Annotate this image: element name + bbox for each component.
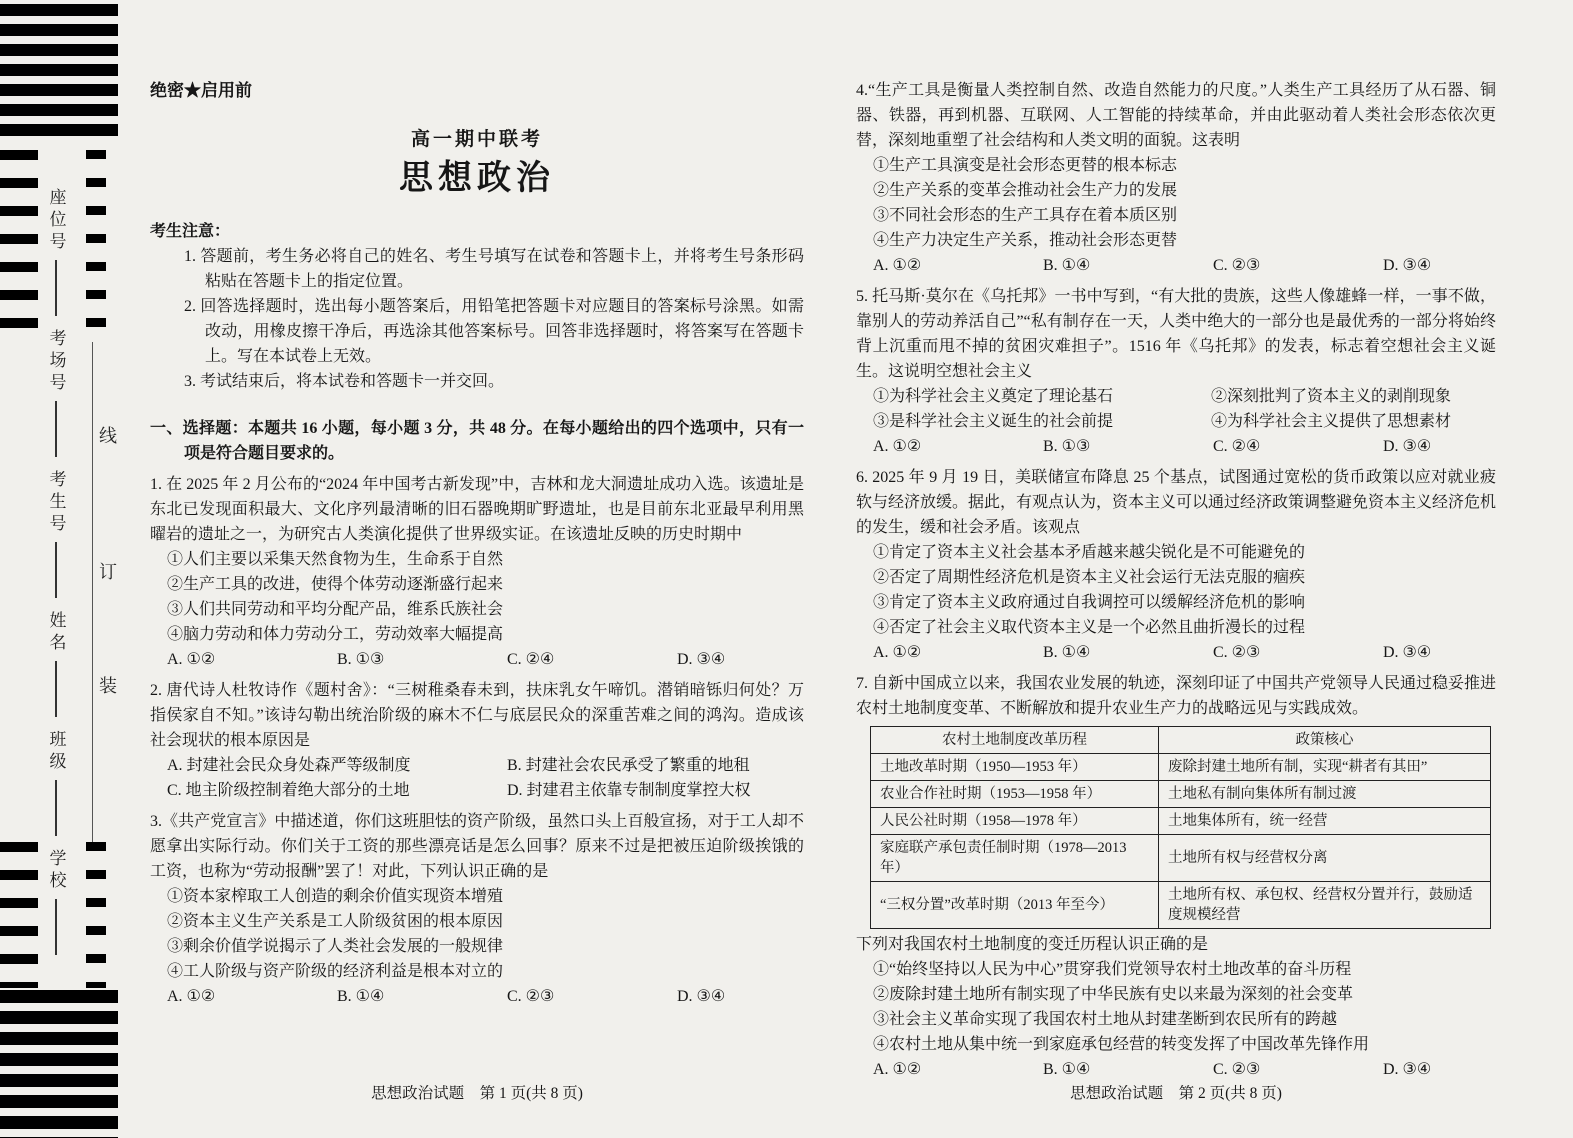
- question-stem: 3.《共产党宣言》中描述道，你们这班胆怯的资产阶级，虽然口头上百般宣扬，对于工人却不愿拿出实际行动。你们关于工资的那些漂亮话是怎么回事？原来不过是把被压迫阶级挨饿的工资，也称为“劳动报酬”罢了！对此，下列认识正确的是: [150, 813, 804, 880]
- choice-c: C. ②④: [1213, 438, 1261, 455]
- land-reform-table: [870, 726, 1491, 929]
- answer-choices: [856, 253, 1496, 278]
- choice-a: A. ①②: [167, 651, 216, 668]
- table-header-row: [871, 727, 1491, 754]
- option-statement-1: ①资本家榨取工人创造的剩余价值实现资本增殖: [167, 888, 504, 905]
- option-statement-3: ③社会主义革命实现了我国农村土地从封建垄断到农民所有的跨越: [873, 1011, 1338, 1028]
- option-statement-3: ③肯定了资本主义政府通过自我调控可以缓解经济危机的影响: [873, 594, 1306, 611]
- table-cell-period: 土地改革时期（1950—1953 年）: [871, 754, 1159, 781]
- choice-d: D. 封建君主依靠专制制度掌控大权: [507, 782, 751, 799]
- table-row: [871, 808, 1491, 835]
- choice-a: A. ①②: [873, 257, 922, 274]
- option-statement-1: ①肯定了资本主义社会基本矛盾越来越尖锐化是不可能避免的: [873, 544, 1306, 561]
- answer-choices: [150, 753, 804, 803]
- blank-line: [55, 401, 57, 457]
- seal-char-zhuang: 装: [99, 676, 117, 696]
- exam-room-label: 考场号: [46, 329, 66, 395]
- answer-choices: [856, 640, 1496, 665]
- option-statement-1: ①人们主要以采集天然食物为生，生命系于自然: [167, 551, 504, 568]
- option-statement-4: ④为科学社会主义提供了思想素材: [1211, 413, 1452, 430]
- notice-item-2: 2. 回答选择题时，选出每小题答案后，用铅笔把答题卡对应题目的答案标号涂黑。如需改动，用橡皮擦干净后，再选涂其他答案标号。回答非选择题时，将答案写在答题卡上。写在本试卷上无效。: [184, 298, 804, 365]
- table-header-cell: 农村土地制度改革历程: [871, 727, 1159, 754]
- answer-choices: [150, 647, 804, 672]
- class-label: 班级: [46, 730, 66, 774]
- table-cell-policy: 废除封建土地所有制，实现“耕者有其田”: [1159, 754, 1491, 781]
- option-statement-2: ②否定了周期性经济危机是资本主义社会运行无法克服的痼疾: [873, 569, 1306, 586]
- notice-heading: 考生注意：: [150, 223, 231, 240]
- exam-room-field: [44, 329, 69, 457]
- registration-ticks-lower: [86, 842, 106, 988]
- table-row: [871, 835, 1491, 882]
- table-cell-policy: 土地集体所有，统一经营: [1159, 808, 1491, 835]
- choice-c: C. ②③: [1213, 257, 1261, 274]
- notice-item-1: 1. 答题前，考生务必将自己的姓名、考生号填写在试卷和答题卡上，并将考生号条形码粘贴在答题卡上的指定位置。: [184, 248, 804, 290]
- choice-a: A. ①②: [873, 438, 922, 455]
- question-6: [856, 465, 1496, 665]
- question-stem: 7. 自新中国成立以来，我国农业发展的轨迹，深刻印证了中国共产党领导人民通过稳妥推进农村土地制度变革、不断解放和提升农业生产力的战略远见与实践成效。: [856, 675, 1497, 717]
- table-cell-period: 家庭联产承包责任制时期（1978—2013 年）: [871, 835, 1159, 882]
- choice-d: D. ③④: [1383, 644, 1432, 661]
- binding-info-labels: [42, 188, 70, 955]
- option-statement-2: ②生产关系的变革会推动社会生产力的发展: [873, 182, 1178, 199]
- option-statement-4: ④生产力决定生产关系，推动社会形态更替: [873, 232, 1178, 249]
- blank-line: [55, 542, 57, 598]
- section-1-heading: 一、选择题：本题共 16 小题，每小题 3 分，共 48 分。在每小题给出的四个选项中，只有一项是符合题目要求的。: [150, 420, 804, 462]
- option-statement-3: ③不同社会形态的生产工具存在着本质区别: [873, 207, 1178, 224]
- page-1: [150, 78, 804, 1124]
- table-row: [871, 882, 1491, 929]
- option-statement-4: ④脑力劳动和体力劳动分工，劳动效率大幅提高: [167, 626, 504, 643]
- candidate-number-label: 考生号: [46, 470, 66, 536]
- school-field: [44, 849, 69, 955]
- name-label: 姓名: [46, 611, 66, 655]
- blank-line: [55, 260, 57, 316]
- option-statement-2: ②深刻批判了资本主义的剥削现象: [1211, 388, 1452, 405]
- question-stem: 6. 2025 年 9 月 19 日，美联储宣布降息 25 个基点，试图通过宽松的货币政策以应对就业疲软与经济放缓。据此，有观点认为，资本主义可以通过经济政策调整避免资本主义经济危机的发生，缓和社会矛盾。该观点: [856, 469, 1497, 536]
- choice-a: A. ①②: [873, 1061, 922, 1078]
- seal-fold-line: [92, 342, 93, 842]
- choice-d: D. ③④: [677, 988, 726, 1005]
- choice-d: D. ③④: [677, 651, 726, 668]
- answer-choices: [150, 984, 804, 1009]
- registration-marks-side-lower: [0, 842, 38, 988]
- seal-char-xian: 线: [99, 426, 117, 446]
- choice-a: A. 封建社会民众身处森严等级制度: [167, 757, 411, 774]
- table-cell-policy: 土地所有权、承包权、经营权分置并行，鼓励适度规模经营: [1159, 882, 1491, 929]
- option-statement-3: ③人们共同劳动和平均分配产品，维系氏族社会: [167, 601, 504, 618]
- notice-item-3: 3. 考试结束后，将本试卷和答题卡一并交回。: [184, 373, 505, 390]
- choice-c: C. ②③: [507, 988, 555, 1005]
- option-statement-2: ②资本主义生产关系是工人阶级贫困的根本原因: [167, 913, 504, 930]
- option-statement-4: ④农村土地从集中统一到家庭承包经营的转变发挥了中国改革先锋作用: [873, 1036, 1370, 1053]
- registration-marks-side-upper: [0, 150, 38, 336]
- question-7: [856, 671, 1496, 1082]
- seal-char-ding: 订: [99, 562, 117, 582]
- registration-marks-bottom: [0, 990, 118, 1138]
- school-label: 学校: [46, 849, 66, 893]
- question-5: [856, 284, 1496, 459]
- classified-banner: 绝密★启用前: [150, 81, 252, 100]
- question-stem: 1. 在 2025 年 2 月公布的“2024 年中国考古新发现”中，吉林和龙大洞遗址成功入选。该遗址是东北已发现面积最大、文化序列最清晰的旧石器晚期旷野遗址，也是目前东北亚最早利用黑曜岩的遗址之一，为研究古人类演化提供了世界级实证。在该遗址反映的历史时期中: [150, 476, 804, 543]
- question-prompt: 下列对我国农村土地制度的变迁历程认识正确的是: [856, 936, 1209, 953]
- choice-c: C. ②③: [1213, 1061, 1261, 1078]
- page-2: [856, 78, 1496, 1124]
- table-cell-period: 农业合作社时期（1953—1958 年）: [871, 781, 1159, 808]
- registration-ticks-upper: [86, 150, 106, 336]
- seat-number-field: [44, 188, 69, 316]
- question-stem: 5. 托马斯·莫尔在《乌托邦》一书中写到，“有大批的贵族，这些人像雄蜂一样，一事不做，靠别人的劳动养活自己”“私有制存在一天，人类中绝大的一部分也是最优秀的一部分将始终背上沉重而甩不掉的贫困灾难担子”。1516 年《乌托邦》的发表，标志着空想社会主义诞生。这说明空想社会主义: [856, 288, 1496, 380]
- exam-session-title: 高一期中联考: [410, 129, 543, 150]
- answer-choices: [856, 1057, 1496, 1082]
- page-footer-1: 思想政治试题 第 1 页(共 8 页): [371, 1085, 583, 1102]
- choice-c: C. ②③: [1213, 644, 1261, 661]
- choice-d: D. ③④: [1383, 438, 1432, 455]
- table-row: [871, 754, 1491, 781]
- table-cell-period: 人民公社时期（1958—1978 年）: [871, 808, 1159, 835]
- choice-a: A. ①②: [873, 644, 922, 661]
- choice-c: C. 地主阶级控制着绝大部分的土地: [167, 782, 410, 799]
- choice-d: D. ③④: [1383, 1061, 1432, 1078]
- option-statement-4: ④否定了社会主义取代资本主义是一个必然且曲折漫长的过程: [873, 619, 1306, 636]
- option-statement-1: ①为科学社会主义奠定了理论基石: [873, 388, 1114, 405]
- blank-line: [55, 661, 57, 717]
- name-field: [44, 611, 69, 717]
- blank-line: [55, 899, 57, 955]
- page-footer-2: 思想政治试题 第 2 页(共 8 页): [1070, 1085, 1282, 1102]
- choice-b: B. ①④: [1043, 257, 1091, 274]
- answer-choices: [856, 434, 1496, 459]
- option-statement-3: ③是科学社会主义诞生的社会前提: [873, 413, 1114, 430]
- choice-b: B. ①③: [337, 651, 385, 668]
- choice-b: B. 封建社会农民承受了繁重的地租: [507, 757, 750, 774]
- question-2: [150, 678, 804, 803]
- option-statement-4: ④工人阶级与资产阶级的经济利益是根本对立的: [167, 963, 504, 980]
- choice-b: B. ①④: [1043, 644, 1091, 661]
- option-statement-3: ③剩余价值学说揭示了人类社会发展的一般规律: [167, 938, 504, 955]
- choice-d: D. ③④: [1383, 257, 1432, 274]
- choice-b: B. ①④: [337, 988, 385, 1005]
- registration-marks-top: [0, 4, 118, 142]
- option-statement-1: ①生产工具演变是社会形态更替的根本标志: [873, 157, 1178, 174]
- choice-b: B. ①③: [1043, 438, 1091, 455]
- option-statement-1: ①“始终坚持以人民为中心”贯穿我们党领导农村土地改革的奋斗历程: [873, 961, 1352, 978]
- table-header-cell: 政策核心: [1159, 727, 1491, 754]
- table-cell-policy: 土地所有权与经营权分离: [1159, 835, 1491, 882]
- question-stem: 4.“生产工具是衡量人类控制自然、改造自然能力的尺度。”人类生产工具经历了从石器、铜器、铁器，再到机器、互联网、人工智能的持续革命，并由此驱动着人类社会形态依次更替，深刻地重塑了社会结构和人类文明的面貌。这表明: [856, 82, 1496, 149]
- question-stem: 2. 唐代诗人杜牧诗作《题村舍》：“三树稚桑春未到，扶床乳女午啼饥。潜销暗铄归何处？万指侯家自不知。”该诗勾勒出统治阶级的麻木不仁与底层民众的深重苦难之间的鸿沟。造成该社会现状的根本原因是: [150, 682, 804, 749]
- question-1: [150, 472, 804, 672]
- exam-subject-title: 思想政治: [399, 160, 555, 197]
- table-cell-period: “三权分置”改革时期（2013 年至今）: [871, 882, 1159, 929]
- class-field: [44, 730, 69, 836]
- option-statement-2: ②生产工具的改进，使得个体劳动逐渐盛行起来: [167, 576, 504, 593]
- table-cell-policy: 土地私有制向集体所有制过渡: [1159, 781, 1491, 808]
- option-statement-2: ②废除封建土地所有制实现了中华民族有史以来最为深刻的社会变革: [873, 986, 1354, 1003]
- seat-number-label: 座位号: [46, 188, 66, 254]
- choice-c: C. ②④: [507, 651, 555, 668]
- choice-a: A. ①②: [167, 988, 216, 1005]
- candidate-number-field: [44, 470, 69, 598]
- option-statements: [856, 384, 1496, 434]
- question-4: [856, 78, 1496, 278]
- choice-b: B. ①④: [1043, 1061, 1091, 1078]
- table-row: [871, 781, 1491, 808]
- blank-line: [55, 780, 57, 836]
- question-3: [150, 809, 804, 1009]
